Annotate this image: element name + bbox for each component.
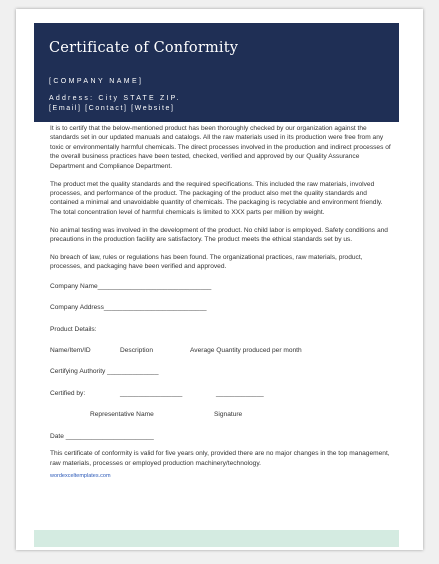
company-name-placeholder: [COMPANY NAME] xyxy=(49,78,144,85)
certified-by-row xyxy=(50,389,395,398)
column-name-item-id: Name/Item/ID xyxy=(50,346,91,354)
column-description: Description xyxy=(120,346,153,354)
signature-label: Signature xyxy=(214,411,243,419)
date-field[interactable]: Date ________________________ xyxy=(50,432,154,440)
company-address-field[interactable]: Company Address____________________________ xyxy=(50,304,207,312)
paragraph-compliance: No breach of law, rules or regulations has been found. The organizational practices, raw materials, product, processes, and packaging have been verified and approved. xyxy=(50,253,363,271)
footer-band xyxy=(34,530,399,547)
product-columns xyxy=(50,346,395,355)
column-average-quantity: Average Quantity produced per month xyxy=(190,346,302,354)
paragraph-ethics: No animal testing was involved in the development of the product. No child labor is employed. Safety conditions and precautions in the production facility are satisfactory. The product meets the ethical standards set by us. xyxy=(50,226,388,244)
representative-name-line[interactable]: _________________ xyxy=(120,389,183,397)
signature-line[interactable]: _____________ xyxy=(216,389,264,397)
certificate-page xyxy=(16,9,423,550)
certificate-body xyxy=(50,124,395,482)
header-banner xyxy=(34,23,399,122)
certifying-authority-field[interactable]: Certifying Authority ______________ xyxy=(50,368,159,376)
address-line: Address: City STATE ZIP. xyxy=(49,95,181,102)
representative-name-label: Representative Name xyxy=(90,411,154,419)
website-link[interactable]: wordexceltemplates.com xyxy=(50,473,111,480)
signature-labels-row xyxy=(50,410,395,419)
certificate-title: Certificate of Conformity xyxy=(49,40,239,56)
product-details-heading: Product Details: xyxy=(50,325,97,333)
closing-paragraph: This certificate of conformity is valid for five years only, provided there are no major changes in the top management, raw materials, processes or employed production machinery/technology. xyxy=(50,450,390,467)
certified-by-label: Certified by: xyxy=(50,389,86,397)
contact-line: [Email] [Contact] [Website] xyxy=(49,105,175,112)
paragraph-quality: The product met the quality standards and the required specifications. This included the raw materials, involved processes, and performance of the product. The packaging of the product also met the quality standards and contained a minimal and unavoidable quantity of chemicals. The packaging is recyclable and environment friendly. The total concentration level of harmful chemicals is limited to XXX parts per million by weight. xyxy=(50,180,383,216)
paragraph-certify: It is to certify that the below-mentioned product has been thoroughly checked by our organization against the standards set in our updated manuals and catalogs. All the raw materials used in its production were free from any toxic or environmentally harmful chemicals. The direct processes involved in the production and indirect processes of the overall business practices have been tested, checked, verified and approved by our Quality Assurance Department and Compliance Department. xyxy=(50,125,391,170)
company-name-field[interactable]: Company Name_______________________________ xyxy=(50,282,212,290)
